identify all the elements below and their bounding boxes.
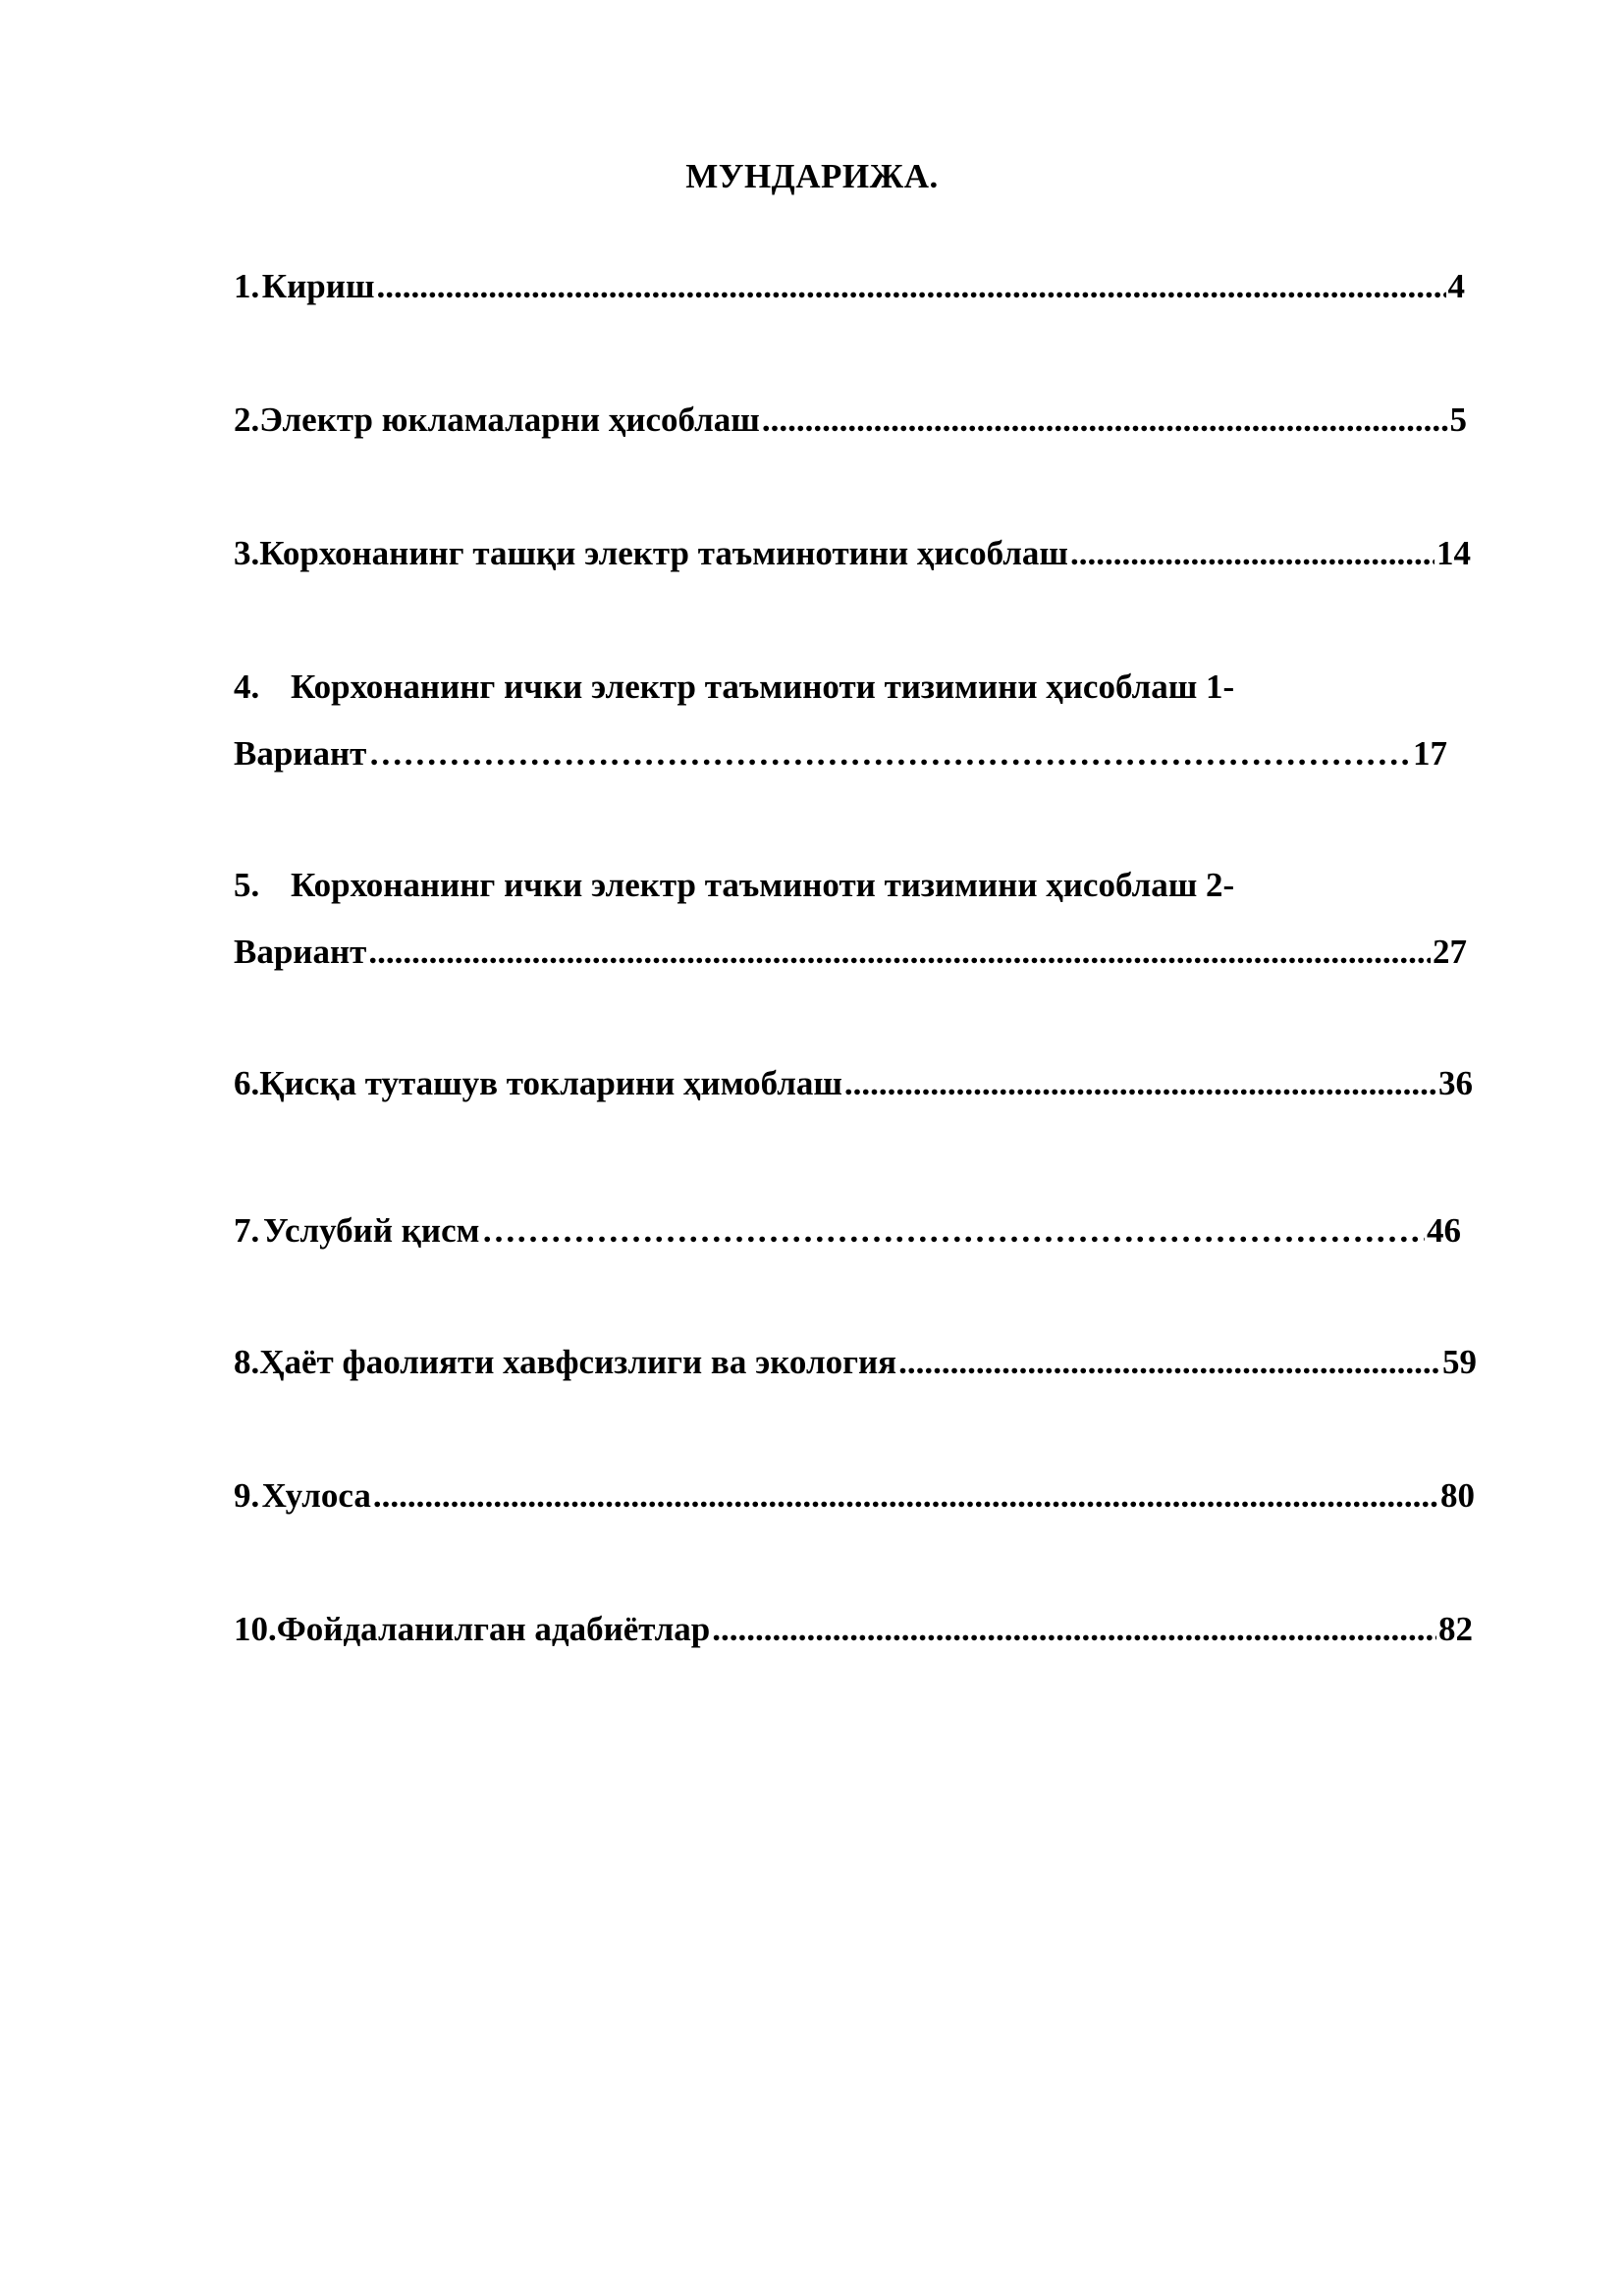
- toc-number: 6.: [234, 1064, 260, 1102]
- toc-number: 7.: [234, 1211, 260, 1250]
- toc-number: 8.: [234, 1343, 260, 1381]
- toc-title: Хулоса: [261, 1476, 371, 1515]
- dot-leader: [762, 402, 1448, 437]
- toc-title: Ҳаёт фаолияти хавфсизлиги ва экология: [259, 1343, 897, 1381]
- toc-number: 2.: [234, 400, 260, 439]
- toc-title: Кириш: [261, 267, 375, 305]
- toc-page-number: 14: [1436, 534, 1471, 572]
- dot-leader: [368, 934, 1431, 969]
- toc-entry-5-continued[interactable]: [234, 934, 1467, 969]
- toc-title: Корхонанинг ички электр таъминоти тизимини ҳисоблаш 1-: [291, 667, 1235, 706]
- toc-entry-9[interactable]: [234, 1478, 1475, 1513]
- toc-entry-8[interactable]: [234, 1345, 1477, 1379]
- toc-page-number: 17: [1413, 734, 1447, 773]
- toc-page-number: 46: [1427, 1211, 1461, 1250]
- toc-page-number: 5: [1449, 400, 1467, 439]
- toc-page-number: 59: [1442, 1343, 1477, 1381]
- toc-page-number: 27: [1433, 933, 1467, 971]
- toc-title: Электр юкламаларни ҳисоблаш: [259, 400, 760, 439]
- toc-title: Корхонанинг ички электр таъминоти тизимини ҳисоблаш 2-: [291, 866, 1235, 904]
- toc-entry-6[interactable]: [234, 1066, 1473, 1100]
- dot-leader: [898, 1345, 1440, 1379]
- toc-title-continued: Вариант: [234, 734, 367, 773]
- toc-number: 5.: [234, 866, 260, 904]
- toc-title: Услубий қисм: [263, 1211, 480, 1250]
- toc-entry-3[interactable]: [234, 536, 1471, 570]
- toc-page-number: 4: [1447, 267, 1465, 305]
- toc-page-number: 82: [1438, 1610, 1473, 1648]
- toc-page-number: 36: [1438, 1064, 1473, 1102]
- dot-leader: [368, 736, 1411, 771]
- dot-leader: [481, 1213, 1425, 1248]
- toc-number: 1.: [234, 267, 260, 305]
- toc-entry-7[interactable]: [234, 1213, 1461, 1248]
- toc-number: 9.: [234, 1476, 260, 1515]
- toc-entry-5[interactable]: [234, 868, 1363, 902]
- page-title: МУНДАРИЖА.: [685, 157, 939, 195]
- toc-number: 3.: [234, 534, 260, 572]
- toc-number: 10.: [234, 1610, 277, 1648]
- toc-entry-1[interactable]: [234, 269, 1465, 303]
- toc-title: Фойдаланилган адабиётлар: [276, 1610, 711, 1648]
- dot-leader: [377, 269, 1446, 303]
- dot-leader: [1070, 536, 1435, 570]
- toc-title: Корхонанинг ташқи электр таъминотини ҳисоблаш: [259, 534, 1068, 572]
- toc-entry-4[interactable]: [234, 669, 1363, 704]
- dot-leader: [712, 1612, 1436, 1646]
- dot-leader: [844, 1066, 1436, 1100]
- toc-entry-10[interactable]: [234, 1612, 1473, 1646]
- toc-entry-2[interactable]: [234, 402, 1467, 437]
- toc-number: 4.: [234, 667, 260, 706]
- toc-title-continued: Вариант: [234, 933, 367, 971]
- toc-title: Қисқа туташув токларини ҳимоблаш: [259, 1064, 842, 1102]
- toc-page-number: 80: [1440, 1476, 1475, 1515]
- toc-entry-4-continued[interactable]: [234, 736, 1447, 771]
- dot-leader: [373, 1478, 1438, 1513]
